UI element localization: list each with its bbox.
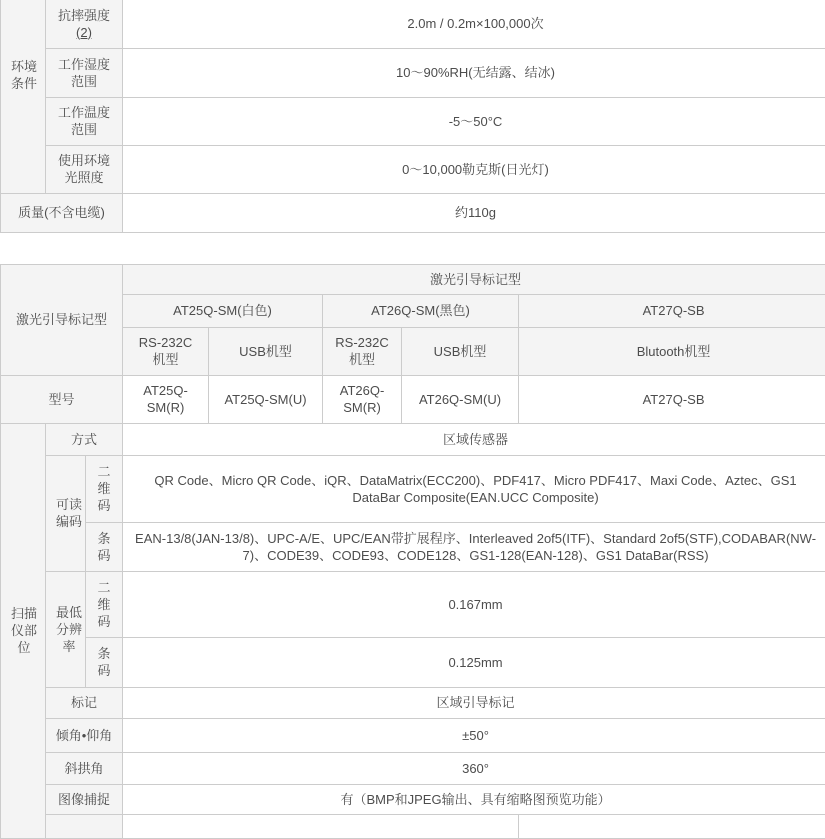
table-row [1, 294, 825, 327]
image-capture-value: 有（BMP和JPEG输出、具有缩略图预览功能） [123, 784, 825, 814]
scanner-group-label: 扫描仪部位 [9, 605, 39, 656]
qr-label: 二维码 [97, 579, 112, 630]
footnote-link[interactable]: (2) [76, 25, 92, 40]
illuminance-label: 使用环境光照度 [56, 152, 112, 186]
min-res-1d-value: 0.125mm [123, 637, 825, 687]
barcode-label-cell [86, 637, 123, 687]
drop-strength-label: 抗摔强度 [54, 7, 114, 24]
table-row [1, 637, 825, 687]
table-row [1, 375, 825, 423]
table-row [1, 522, 825, 571]
model-number: AT26Q-SM(U) [402, 375, 519, 423]
temperature-label: 工作温度范围 [56, 104, 112, 138]
env-group-label: 环境条件 [9, 58, 39, 92]
model-group-at25q: AT25Q-SM(白色) [123, 294, 323, 327]
method-value: 区域传感器 [123, 423, 825, 455]
tilt-value: ±50° [123, 718, 825, 752]
drop-strength-value: 2.0m / 0.2m×100,000次 [123, 0, 825, 48]
skew-label: 斜拱角 [46, 752, 123, 784]
temperature-label-cell [46, 97, 123, 145]
barcode-label: 条码 [97, 645, 112, 679]
qr-label: 二维码 [97, 463, 112, 514]
model-row-label: 型号 [1, 375, 123, 423]
table-row [1, 752, 825, 784]
image-capture-label: 图像捕捉 [46, 784, 123, 814]
table-row [1, 571, 825, 637]
model-number: AT27Q-SB [519, 375, 825, 423]
partial-label-cell [46, 814, 123, 838]
laser-marker-left-header: 激光引导标记型 [1, 264, 123, 375]
model-group-at26q: AT26Q-SM(黑色) [323, 294, 519, 327]
table-row [1, 455, 825, 522]
partial-value-cell [519, 814, 825, 838]
humidity-label: 工作湿度范围 [56, 56, 112, 90]
qr-label-cell [86, 455, 123, 522]
model-number: AT25Q-SM(U) [209, 375, 323, 423]
table-row [1, 48, 825, 97]
table-row [1, 423, 825, 455]
interface-header: RS-232C机型 [323, 327, 402, 375]
illuminance-label-cell [46, 145, 123, 193]
weight-label: 质量(不含电缆) [1, 193, 123, 232]
interface-header: USB机型 [402, 327, 519, 375]
min-resolution-cell [46, 571, 86, 687]
scanner-group-cell [1, 423, 46, 838]
humidity-value: 10～90%RH(无结露、结冰) [123, 48, 825, 97]
model-group-at27q: AT27Q-SB [519, 294, 825, 327]
table-row [1, 687, 825, 718]
interface-header: RS-232C机型 [123, 327, 209, 375]
partial-value-cell [123, 814, 519, 838]
readable-1d-value: EAN-13/8(JAN-13/8)、UPC-A/E、UPC/EAN带扩展程序、Interleaved 2of5(ITF)、Standard 2of5(STF),CODABAR(NW-7)、CODE39、CODE93、CODE128、GS1-128(EAN-128)、GS1 DataBar(RSS) [123, 522, 825, 571]
readable-2d-value: QR Code、Micro QR Code、iQR、DataMatrix(ECC200)、PDF417、Micro PDF417、Maxi Code、Aztec、GS1 DataBar Composite(EAN.UCC Composite) [123, 455, 825, 522]
table-row-partial [1, 814, 825, 838]
model-number: AT26Q-SM(R) [323, 375, 402, 423]
env-group-cell [1, 0, 46, 193]
interface-header: Blutooth机型 [519, 327, 825, 375]
model-number: AT25Q-SM(R) [123, 375, 209, 423]
interface-header: USB机型 [209, 327, 323, 375]
table-row [1, 718, 825, 752]
laser-marker-top-header: 激光引导标记型 [123, 264, 825, 294]
table-row [1, 97, 825, 145]
table-row [1, 264, 825, 294]
drop-strength-label-cell [46, 0, 123, 48]
barcode-label-cell [86, 522, 123, 571]
skew-value: 360° [123, 752, 825, 784]
min-res-2d-value: 0.167mm [123, 571, 825, 637]
table-row [1, 145, 825, 193]
min-resolution-label: 最低分辨率 [54, 604, 84, 655]
illuminance-value: 0～10,000勒克斯(日光灯) [123, 145, 825, 193]
tilt-label: 倾角•仰角 [46, 718, 123, 752]
qr-label-cell [86, 571, 123, 637]
humidity-label-cell [46, 48, 123, 97]
readable-codes-cell [46, 455, 86, 571]
table-row [1, 0, 825, 48]
model-spec-table [0, 264, 825, 839]
mark-value: 区域引导标记 [123, 687, 825, 718]
table-row [1, 327, 825, 375]
weight-value: 约110g [123, 193, 825, 232]
table-row [1, 784, 825, 814]
readable-codes-label: 可读编码 [54, 496, 84, 530]
table-row [1, 193, 825, 232]
env-conditions-table [0, 0, 825, 233]
temperature-value: -5～50°C [123, 97, 825, 145]
barcode-label: 条码 [97, 530, 112, 564]
method-label: 方式 [46, 423, 123, 455]
mark-label: 标记 [46, 687, 123, 718]
